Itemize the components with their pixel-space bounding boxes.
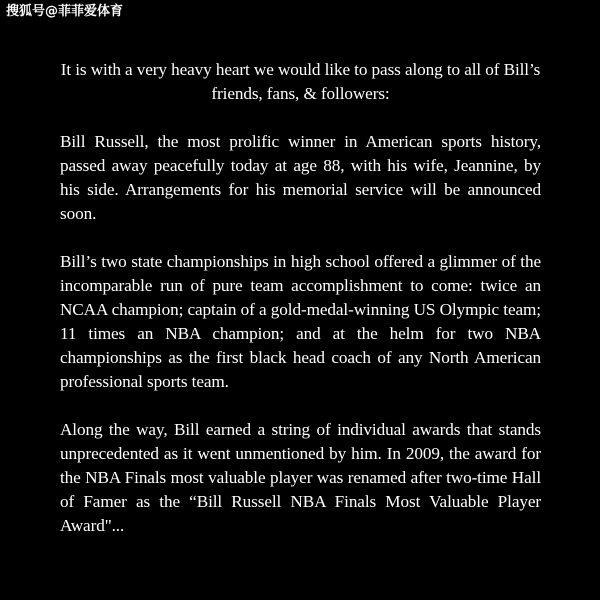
statement-paragraph-championships: Bill’s two state championships in high school offered a glimmer of the incomparable run of pure team accomplishment to come: twice an NCAA champion; captain of a gold-medal-winning US Olympic team; 11 times an NBA champion; and at the helm for two NBA championships as the first black head coach of any North American professional sports team. [60, 252, 541, 391]
statement-text-block [60, 58, 541, 538]
statement-paragraph-awards: Along the way, Bill earned a string of individual awards that stands unprecedented as it went unmentioned by him. In 2009, the award for the NBA Finals most valuable player was renamed after two-time Hall of Famer as the “Bill Russell NBA Finals Most Valuable Player Award"... [60, 420, 541, 535]
statement-paragraph-passing: Bill Russell, the most prolific winner in American sports history, passed away peacefully today at age 88, with his wife, Jeannine, by his side. Arrangements for his memorial service will be announced soon. [60, 132, 541, 223]
statement-intro: It is with a very heavy heart we would like to pass along to all of Bill’s friends, fans, & followers: [60, 60, 541, 103]
watermark-label: 搜狐号@菲菲爱体育 [6, 4, 124, 19]
